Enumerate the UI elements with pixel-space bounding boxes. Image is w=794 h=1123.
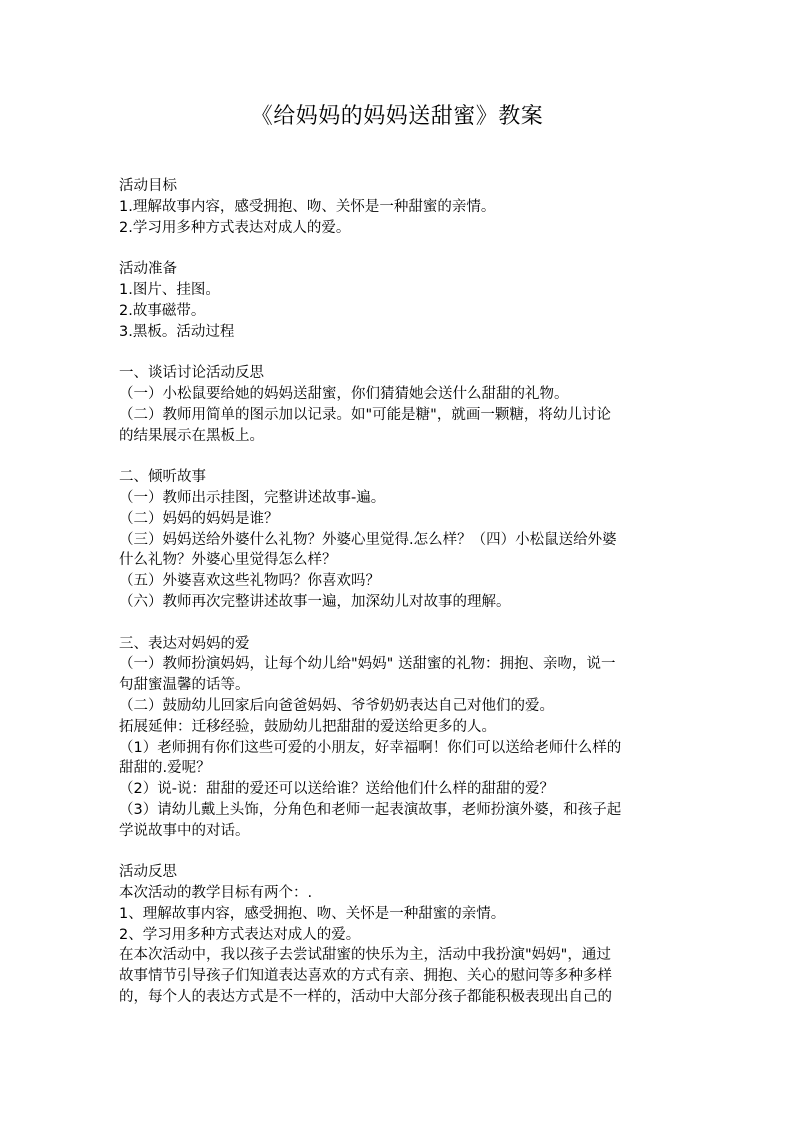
section-heading: 活动目标	[119, 178, 177, 194]
section-activity-reflection	[119, 862, 675, 1008]
paragraph-line: 2.故事磁带。	[119, 302, 206, 319]
document-body	[119, 176, 675, 1008]
section-heading: 一、谈话讨论活动反思	[119, 365, 264, 382]
paragraph-line: 1.图片、挂图。	[119, 281, 220, 298]
paragraph-line: 的，每个人的表达方式是不一样的，活动中大部分孩子都能积极表现出自己的	[119, 989, 612, 1006]
section-part-three	[119, 634, 675, 842]
paragraph-line: 2、学习用多种方式表达对成人的爱。	[119, 926, 361, 943]
paragraph-line: （五）外婆喜欢这些礼物吗？你喜欢吗？	[119, 573, 380, 590]
section-heading: 三、表达对妈妈的爱	[119, 635, 250, 652]
paragraph-line: 3.黑板。活动过程	[119, 323, 235, 340]
paragraph-line: 句甜蜜温馨的话等。	[119, 677, 250, 694]
section-spacer	[119, 842, 675, 863]
section-spacer	[119, 446, 675, 467]
paragraph-line: （二）鼓励幼儿回家后向爸爸妈妈、爷爷奶奶表达自己对他们的爱。	[119, 697, 554, 714]
paragraph-line: 本次活动的教学目标有两个：.	[119, 885, 313, 902]
section-part-two	[119, 467, 675, 613]
section-heading: 活动反思	[119, 864, 177, 881]
paragraph-line: （三）妈妈送给外婆什么礼物？外婆心里觉得.怎么样？（四）小松鼠送给外婆	[119, 531, 617, 548]
paragraph-line: （一）小松鼠要给她的妈妈送甜蜜，你们猜猜她会送什么甜甜的礼物。	[119, 385, 569, 402]
section-activity-preparation	[119, 259, 675, 342]
document-title: 《给妈妈的妈妈送甜蜜》教案	[250, 104, 544, 129]
paragraph-line: （二）教师用简单的图示加以记录。如"可能是糖"，就画一颗糖，将幼儿讨论	[119, 406, 611, 423]
paragraph-line: （六）教师再次完整讲述故事一遍，加深幼儿对故事的理解。	[119, 593, 511, 610]
section-spacer	[119, 613, 675, 634]
paragraph-line: 在本次活动中，我以孩子去尝试甜蜜的快乐为主，活动中我扮演"妈妈"，通过	[119, 947, 611, 964]
paragraph-line: 1、理解故事内容，感受拥抱、吻、关怀是一种甜蜜的亲情。	[119, 905, 506, 922]
paragraph-line: （二）妈妈的妈妈是谁？	[119, 510, 279, 527]
paragraph-line: 故事情节引导孩子们知道表达喜欢的方式有亲、拥抱、关心的慰问等多种多样	[119, 968, 612, 985]
section-heading: 活动准备	[119, 261, 177, 278]
paragraph-line: （3）请幼儿戴上头饰，分角色和老师一起表演故事，老师扮演外婆，和孩子起	[119, 801, 622, 818]
paragraph-line: 1.理解故事内容，感受拥抱、吻、关怀是一种甜蜜的亲情。	[119, 198, 496, 215]
paragraph-line: （1）老师拥有你们这些可爱的小朋友，好幸福啊！你们可以送给老师什么样的	[119, 739, 622, 756]
paragraph-line: 2.学习用多种方式表达对成人的爱。	[119, 219, 351, 236]
section-spacer	[119, 238, 675, 259]
paragraph-line: （2）说-说：甜甜的爱还可以送给谁？送给他们什么样的甜甜的爱？	[119, 781, 554, 798]
paragraph-line: 甜甜的.爱呢？	[119, 760, 211, 777]
paragraph-line: 拓展延伸：迁移经验，鼓励幼儿把甜甜的爱送给更多的人。	[119, 718, 496, 735]
section-heading: 二、倾听故事	[119, 469, 206, 486]
paragraph-line: 什么礼物？外婆心里觉得怎么样？	[119, 552, 337, 569]
paragraph-line: （一）教师出示挂图，完整讲述故事-遍。	[119, 489, 386, 506]
section-spacer	[119, 342, 675, 363]
section-activity-goals	[119, 176, 675, 238]
paragraph-line: 学说故事中的对话。	[119, 822, 250, 839]
section-part-one	[119, 363, 675, 446]
paragraph-line: 的结果展示在黑板上。	[119, 427, 264, 444]
paragraph-line: （一）教师扮演妈妈，让每个幼儿给"妈妈" 送甜蜜的礼物：拥抱、亲吻，说一	[119, 656, 616, 673]
